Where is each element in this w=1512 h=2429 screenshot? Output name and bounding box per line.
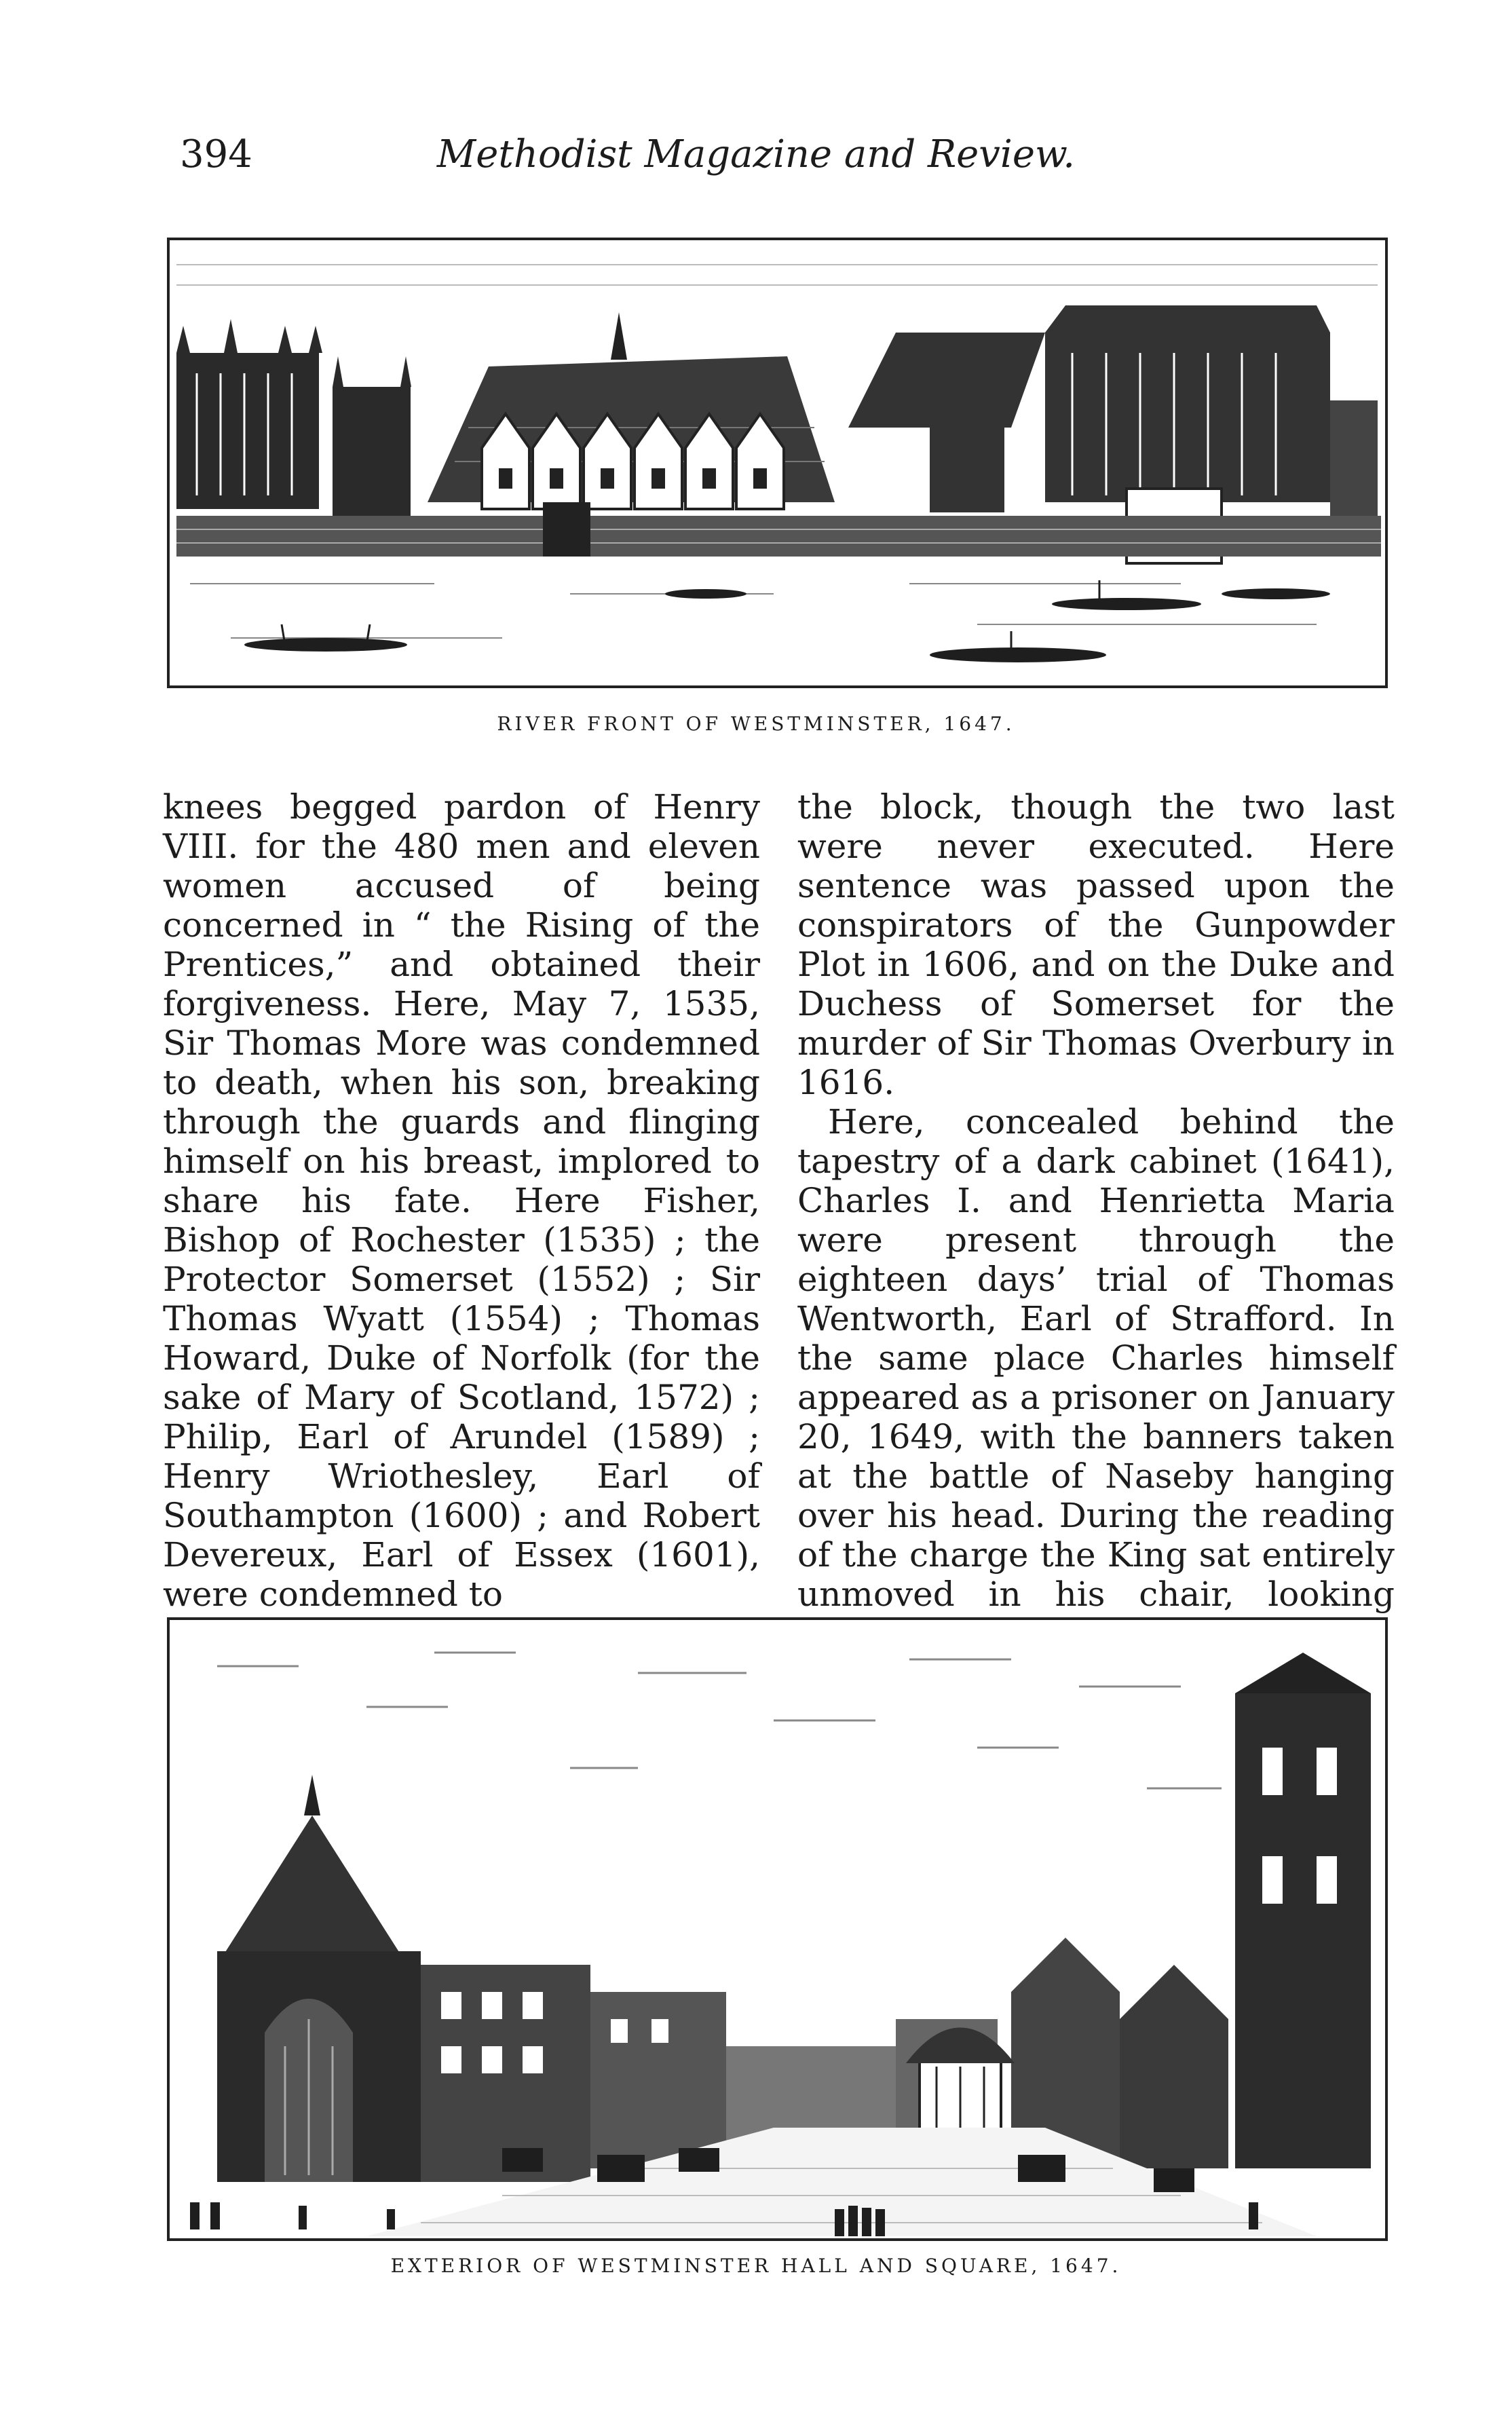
paragraph: knees begged pardon of Henry VIII. for the 480 men and eleven women accused of being concerned in “ the Rising of the Prentices,” and obtained their forgiveness. Here, May 7, 1535, Sir Thomas More was condemned to death, when his son, breaking through the guards and flinging himself on his breast, implored to share his fate. Here Fisher, Bishop of Rochester (1535) ; the Protector Somerset (1552) ; Sir Thomas Wyatt (1554) ; Thomas Howard, Duke of Norfolk (for the sake of Mary of Scotland, 1572) ; Philip, Earl of Arundel (1589) ; Henry Wriothesley, Earl of Southampton (1600) ; and Robert Devereux, Earl of Essex (1601), were condemned to (163, 787, 760, 1614)
figure-caption-1: RIVER FRONT OF WESTMINSTER, 1647. (497, 713, 1015, 735)
text-column-left (163, 787, 760, 1614)
illustration-river-front (163, 224, 1395, 713)
text-column-right (797, 787, 1395, 1653)
running-title: Methodist Magazine and Review. (436, 132, 1076, 176)
paragraph: Here, concealed behind the tapestry of a dark cabinet (1641), Charles I. and Henrietta Maria were present through the eighteen days’ trial of Thomas Wentworth, Earl of Strafford. In the same place Charles himself appeared as a prisoner on January 20, 1649, with the banners taken at the battle of Naseby hanging over his head. During the reading of the charge the King sat entirely unmoved in his chair, looking (797, 1102, 1395, 1614)
page-number: 394 (180, 132, 252, 176)
engraving-river-front (163, 224, 1395, 713)
engraving-westminster-square (163, 1612, 1395, 2243)
page-header (0, 132, 1512, 187)
illustration-westminster-square (163, 1612, 1395, 2243)
figure-caption-2: EXTERIOR OF WESTMINSTER HALL AND SQUARE, 1647. (390, 2255, 1122, 2277)
paragraph: the block, though the two last were never executed. Here sentence was passed upon the conspirators of the Gunpowder Plot in 1606, and on the Duke and Duchess of Somerset for the murder of Sir Thomas Overbury in 1616. (797, 787, 1395, 1102)
